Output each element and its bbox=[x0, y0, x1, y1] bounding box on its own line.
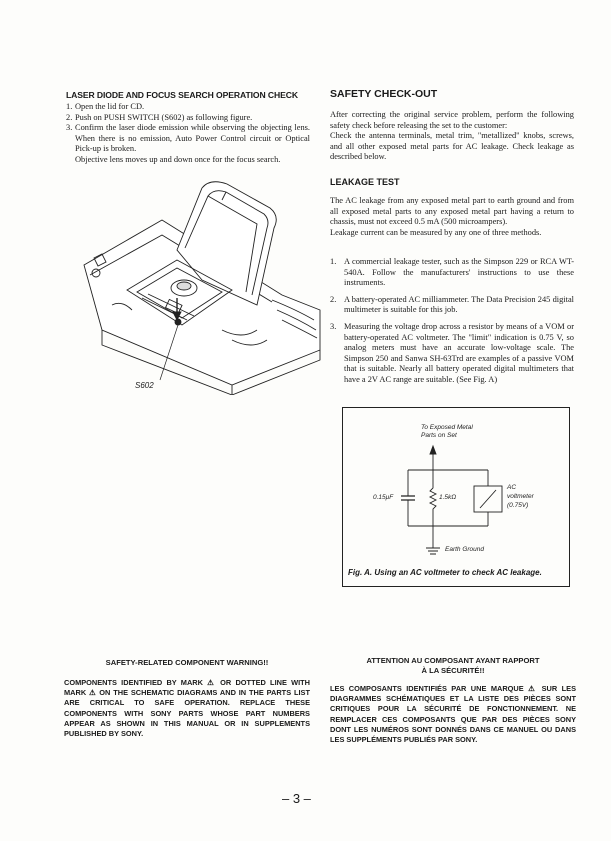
laser-step-3: 3. Confirm the laser diode emission while observing the objecting lens. When there is no emission, Auto Power Control circuit or Optical Pick-up is broken. bbox=[66, 123, 310, 154]
method-3: 3. Measuring the voltage drop across a resistor by means of a VOM or battery-operated AC voltmeter. The "limit" indication is 0.75 V, so analog meters must have an accurate low-voltage scale. The Simpson 250 and Sanwa SH-63Trd are examples of a passive VOM that is suitable. Nearly all battery operated digital multimeters that have a 2V AC range are suitable. (See Fig. A) bbox=[330, 321, 574, 384]
figure-a-caption: Fig. A. Using an AC voltmeter to check AC leakage. bbox=[348, 568, 542, 577]
ground-label: Earth Ground bbox=[445, 546, 485, 553]
figure-a-box bbox=[342, 407, 570, 587]
meter-label-1: AC bbox=[507, 484, 517, 491]
leakage-methods bbox=[330, 257, 574, 392]
meter-label-2: voltmeter bbox=[507, 493, 534, 500]
s602-label: S602 bbox=[135, 381, 154, 390]
leakage-body-1: The AC leakage from any exposed metal part to earth ground and from all exposed metal parts to any exposed metal part having a return to chassis, must not exceed 0.5 mA (500 microampers). bbox=[330, 196, 574, 227]
warning-fr-body: LES COMPOSANTS IDENTIFIÉS PAR UNE MARQUE ⚠ SUR LES DIAGRAMMES SCHÉMATIQUES ET LA LISTE DES PIÈCES SONT CRITIQUES POUR LA SÉCURITÉ DE FONCTIONNEMENT. NE REMPLACER CES COMPOSANTS QUE PAR DES PIÈCES SONY DONT LES NUMÉROS SONT DONNÉS DANS CE MANUEL OU DANS LES SUPPLÉMENTS PUBLIÉS PAR SONY. bbox=[330, 684, 576, 745]
safety-checkout-title: SAFETY CHECK-OUT bbox=[330, 88, 438, 100]
resistor-label: 1.5kΩ bbox=[439, 494, 457, 501]
warning-en-body: COMPONENTS IDENTIFIED BY MARK ⚠ OR DOTTED LINE WITH MARK ⚠ ON THE SCHEMATIC DIAGRAMS AND IN THE PARTS LIST ARE CRITICAL TO SAFE OPERATION. REPLACE THESE COMPONENTS WITH SONY PARTS WHOSE PART NUMBERS APPEAR AS SHOWN IN THIS MANUAL OR IN SUPPLEMENTS PUBLISHED BY SONY. bbox=[64, 678, 310, 739]
leakage-test-title: LEAKAGE TEST bbox=[330, 177, 400, 187]
warning-fr-title bbox=[330, 656, 576, 676]
fig-top-label-1: To Exposed Metal bbox=[421, 424, 473, 431]
safety-intro-2: Check the antenna terminals, metal trim, "metallized" knobs, screws, and all other exposed metal parts for AC leakage. Check leakage as described below. bbox=[330, 131, 574, 162]
method-1: 1. A commercial leakage tester, such as the Simpson 229 or RCA WT-540A. Follow the manufacturers' instructions to use these instruments. bbox=[330, 257, 574, 288]
warning-en-title: SAFETY-RELATED COMPONENT WARNING!! bbox=[105, 658, 269, 667]
safety-intro: After correcting the original service problem, perform the following safety check before releasing the set to the customer: bbox=[330, 110, 574, 130]
laser-check-title: LASER DIODE AND FOCUS SEARCH OPERATION CHECK bbox=[66, 90, 298, 100]
leakage-test-body bbox=[330, 196, 574, 238]
fig-top-label-2: Parts on Set bbox=[421, 432, 457, 439]
laser-step-1: 1. Open the lid for CD. bbox=[66, 102, 145, 111]
safety-checkout-body bbox=[330, 110, 574, 163]
warning-fr-title-2: À LA SÉCURITÉ!! bbox=[421, 666, 485, 675]
capacitor-label: 0.15μF bbox=[373, 494, 394, 501]
meter-label-3: (0.75V) bbox=[507, 502, 529, 509]
laser-check-steps bbox=[66, 102, 310, 166]
leakage-body-2: Leakage current can be measured by any one of three methods. bbox=[330, 227, 542, 237]
warning-fr-title-1: ATTENTION AU COMPOSANT AYANT RAPPORT bbox=[366, 656, 540, 665]
method-2: 2. A battery-operated AC milliammeter. The Data Precision 245 digital multimeter is suitable for this job. bbox=[330, 294, 574, 315]
page-number: – 3 – bbox=[282, 791, 311, 806]
laser-step-note: Objective lens moves up and down once for the focus search. bbox=[75, 154, 281, 164]
laser-step-2: 2. Push on PUSH SWITCH (S602) as following figure. bbox=[66, 112, 253, 122]
cd-lid-illustration bbox=[82, 180, 322, 395]
